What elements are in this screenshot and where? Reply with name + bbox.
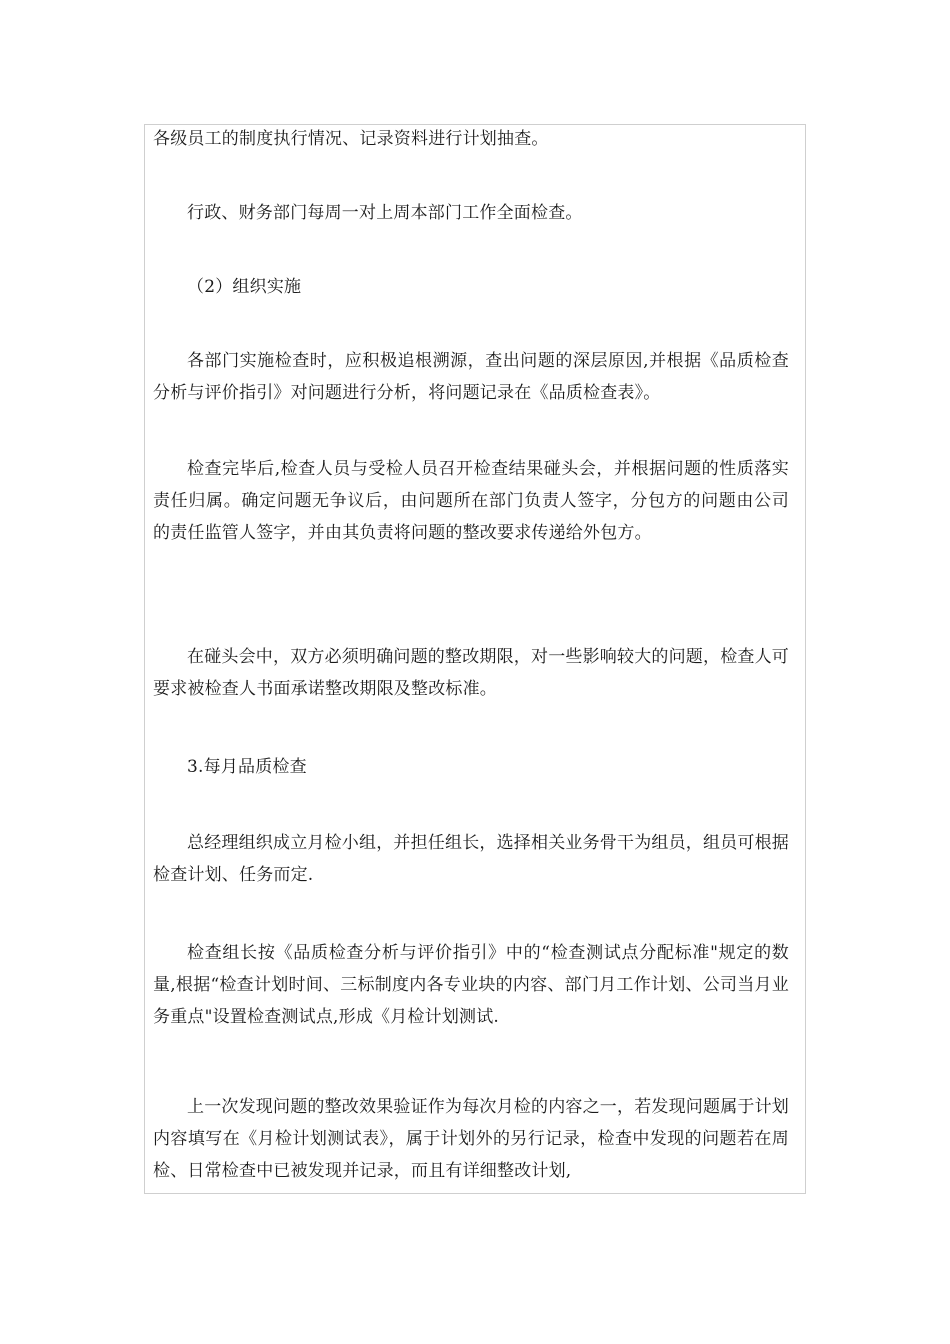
paragraph-6: 总经理组织成立月检小组，并担任组长，选择相关业务骨干为组员，组员可根据检查计划、任务而定. bbox=[153, 833, 789, 885]
section-heading-monthly: 3.每月品质检查 bbox=[187, 757, 307, 777]
paragraph-2: 行政、财务部门每周一对上周本部门工作全面检查。 bbox=[187, 203, 583, 223]
paragraph-3: 各部门实施检查时，应积极追根溯源，查出问题的深层原因,并根据《品质检查分析与评价指引》对问题进行分析，将问题记录在《品质检查表》。 bbox=[153, 351, 789, 403]
paragraph-8: 上一次发现问题的整改效果验证作为每次月检的内容之一，若发现问题属于计划内容填写在《月检计划测试表》，属于计划外的另行记录，检查中发现的问题若在周检、日常检查中已被发现并记录，而且有详细整改计划, bbox=[153, 1097, 789, 1181]
paragraph-1: 各级员工的制度执行情况、记录资料进行计划抽查。 bbox=[153, 129, 549, 149]
paragraph-4: 检查完毕后,检查人员与受检人员召开检查结果碰头会，并根据问题的性质落实责任归属。确定问题无争议后，由问题所在部门负责人签字，分包方的问题由公司的责任监管人签字，并由其负责将问题的整改要求传递给外包方。 bbox=[153, 459, 789, 543]
paragraph-5: 在碰头会中，双方必须明确问题的整改期限，对一些影响较大的问题，检查人可要求被检查人书面承诺整改期限及整改标准。 bbox=[153, 647, 789, 699]
section-heading-organize: （2）组织实施 bbox=[187, 277, 302, 297]
paragraph-7: 检查组长按《品质检查分析与评价指引》中的“检查测试点分配标准"规定的数量,根据“检查计划时间、三标制度内各专业块的内容、部门月工作计划、公司当月业务重点"设置检查测试点,形成《月检计划测试. bbox=[153, 943, 789, 1027]
document-page-frame bbox=[144, 124, 806, 1194]
